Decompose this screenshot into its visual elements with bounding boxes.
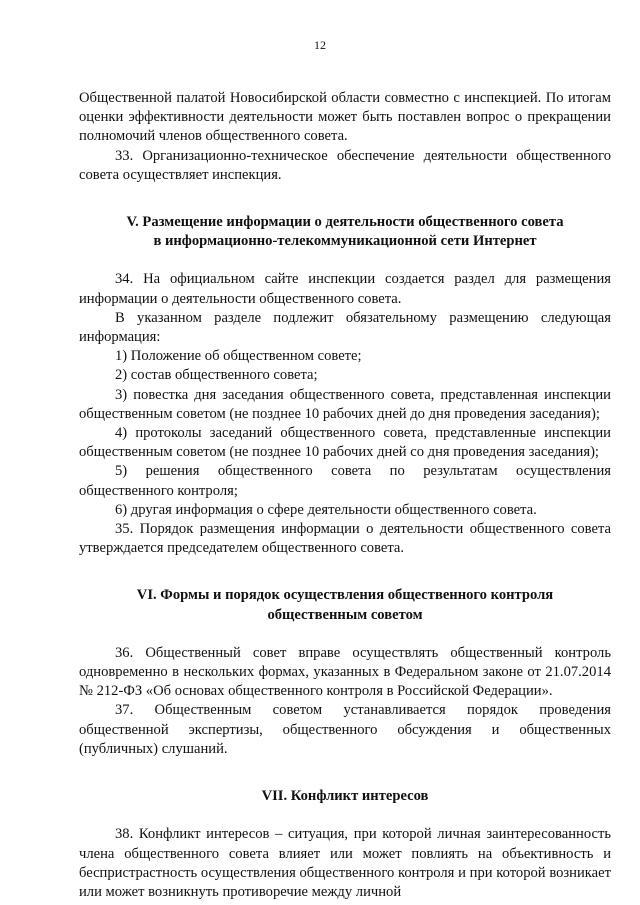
section-6-heading [79, 586, 611, 624]
paragraph-list-intro: В указанном разделе подлежит обязательному размещению следующая информация: [79, 309, 611, 346]
section-7-heading: VII. Конфликт интересов [261, 788, 429, 805]
list-item-4: 4) протоколы заседаний общественного совета, представленные инспекции общественным советом (не позднее 10 рабочих дней со дня проведения заседания); [79, 425, 611, 461]
page-content [79, 89, 611, 902]
section-5-heading [79, 213, 611, 251]
paragraph-35: 35. Порядок размещения информации о деятельности общественного совета утверждается председателем общественного совета. [79, 521, 611, 557]
section-6-heading-line1: VI. Формы и порядок осуществления общественного контроля [136, 587, 554, 604]
paragraph-34: 34. На официальном сайте инспекции создается раздел для размещения информации о деятельности общественного совета. [79, 271, 611, 307]
paragraph-38: 38. Конфликт интересов – ситуация, при которой личная заинтересованность члена общественного совета влияет или может повлиять на объективность и беспристрастность осуществления общественного контроля и при которой возникает или может возникнуть противоречие между личной [79, 826, 611, 900]
list-item-6: 6) другая информация о сфере деятельности общественного совета. [115, 501, 537, 518]
list-item-3: 3) повестка дня заседания общественного совета, представленная инспекции общественным советом (не позднее 10 рабочих дней до дня проведения заседания); [79, 386, 611, 422]
paragraph-33: 33. Организационно-техническое обеспечение деятельности общественного совета осуществляет инспекция. [79, 147, 611, 183]
page-number: 12 [314, 38, 326, 52]
section-5-heading-line2: в информационно-телекоммуникационной сети Интернет [153, 233, 537, 250]
paragraph-37: 37. Общественным советом устанавливается порядок проведения общественной экспертизы, общественного обсуждения и общественных (публичных) слушаний. [79, 702, 611, 757]
list-item-1: 1) Положение об общественном совете; [115, 348, 362, 365]
list-item-2: 2) состав общественного совета; [115, 367, 318, 384]
paragraph-continuation: Общественной палатой Новосибирской области совместно с инспекцией. По итогам оценки эффективности деятельности может быть поставлен вопрос о прекращении полномочий членов общественного совета. [79, 90, 611, 145]
paragraph-36: 36. Общественный совет вправе осуществлять общественный контроль одновременно в нескольких формах, указанных в Федеральном законе от 21.07.2014 № 212-ФЗ «Об основах общественного контроля в Российской Федерации». [79, 644, 611, 700]
list-item-5: 5) решения общественного совета по результатам осуществления общественного контроля; [79, 463, 611, 499]
section-5-heading-line1: V. Размещение информации о деятельности общественного совета [126, 214, 564, 231]
section-6-heading-line2: общественным советом [267, 606, 423, 623]
